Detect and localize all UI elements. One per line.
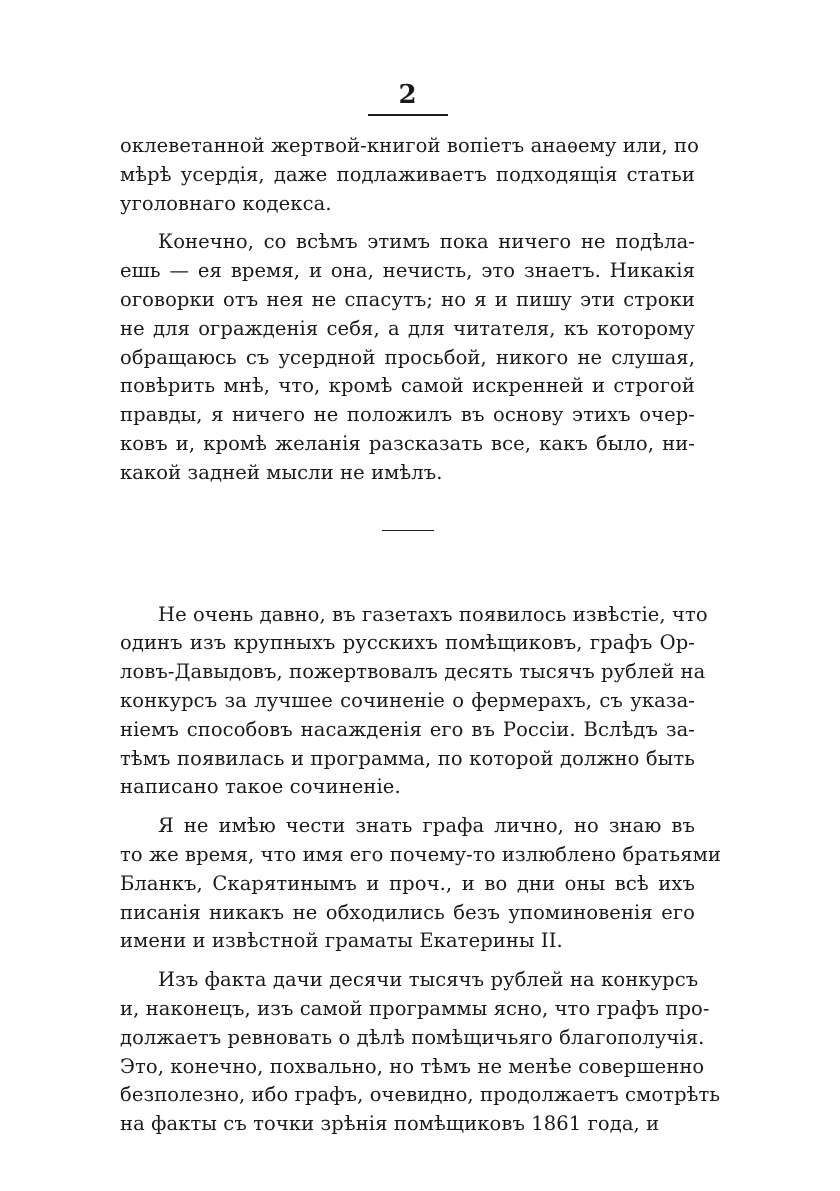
text-line: уголовнаго кодекса. xyxy=(120,191,332,215)
text-line: имени и извѣстной граматы Екатерины II. xyxy=(120,929,563,953)
text-line: ковъ и, кромѣ желанія разсказать все, какъ было, ни- xyxy=(120,431,695,455)
text-line: ешь — ея время, и она, нечисть, это знаетъ. Никакія xyxy=(120,259,695,283)
text-line: одинъ изъ крупныхъ русскихъ помѣщиковъ, графъ Ор- xyxy=(120,631,695,655)
text-line: ніемъ способовъ насажденія его въ Россіи. Вслѣдъ за- xyxy=(120,717,695,741)
text-line: ловъ-Давыдовъ, пожертвовалъ десять тысячъ рублей на xyxy=(120,660,706,684)
text-line: конкурсъ за лучшее сочиненіе о фермерахъ, съ указа- xyxy=(120,688,695,712)
text-line: Не очень давно, въ газетахъ появилось извѣстіе, что xyxy=(158,602,708,626)
paragraph xyxy=(120,601,708,803)
text-line: мѣрѣ усердія, даже подлаживаетъ подходящія статьи xyxy=(120,162,695,186)
text-line: какой задней мысли не имѣлъ. xyxy=(120,460,443,484)
page-number: 2 xyxy=(398,80,417,110)
text-line: Конечно, со всѣмъ этимъ пока ничего не подѣла- xyxy=(158,230,695,254)
section-divider xyxy=(382,530,434,531)
text-line: безполезно, ибо графъ, очевидно, продолжаетъ смотрѣть xyxy=(120,1083,721,1107)
text-line: правды, я ничего не положилъ въ основу этихъ очер- xyxy=(120,403,695,427)
page-number-underline xyxy=(368,114,448,116)
paragraph xyxy=(120,812,721,956)
text-line: должаетъ ревновать о дѣлѣ помѣщичьяго благополучія. xyxy=(120,1025,705,1049)
text-line: и, наконецъ, изъ самой программы ясно, что графъ про- xyxy=(120,996,710,1020)
text-line: то же время, что имя его почему-то излюблено братьями xyxy=(120,842,721,866)
text-line: оговорки отъ нея не спасутъ; но я и пишу эти строки xyxy=(120,287,695,311)
text-line: на факты съ точки зрѣнія помѣщиковъ 1861 года, и xyxy=(120,1112,660,1136)
text-section-lower xyxy=(120,601,721,1139)
text-line: тѣмъ появилась и программа, по которой должно быть xyxy=(120,746,695,770)
text-line: Это, конечно, похвально, но тѣмъ не менѣе совершенно xyxy=(120,1054,705,1078)
text-line: Бланкъ, Скарятинымъ и проч., и во дни оны всѣ ихъ xyxy=(120,871,695,895)
text-line: повѣрить мнѣ, что, кромѣ самой искренней и строгой xyxy=(120,374,695,398)
text-line: оклеветанной жертвой-книгой вопіетъ анаѳему или, по xyxy=(120,134,699,157)
text-line: обращаюсь съ усердной просьбой, никого не слушая, xyxy=(120,345,695,369)
text-line: Изъ факта дачи десячи тысячъ рублей на конкурсъ xyxy=(158,968,699,992)
text-line: Я не имѣю чести знать графа лично, но знаю въ xyxy=(158,814,695,838)
paragraph xyxy=(120,966,721,1139)
page-body xyxy=(120,80,721,1139)
text-line: писанія никакъ не обходились безъ упоминовенія его xyxy=(120,900,695,924)
text-section-upper xyxy=(120,132,699,488)
text-line: не для огражденія себя, а для читателя, къ которому xyxy=(120,316,695,340)
paragraph xyxy=(120,228,695,487)
paragraph xyxy=(120,132,699,218)
text-line: написано такое сочиненіе. xyxy=(120,775,401,799)
